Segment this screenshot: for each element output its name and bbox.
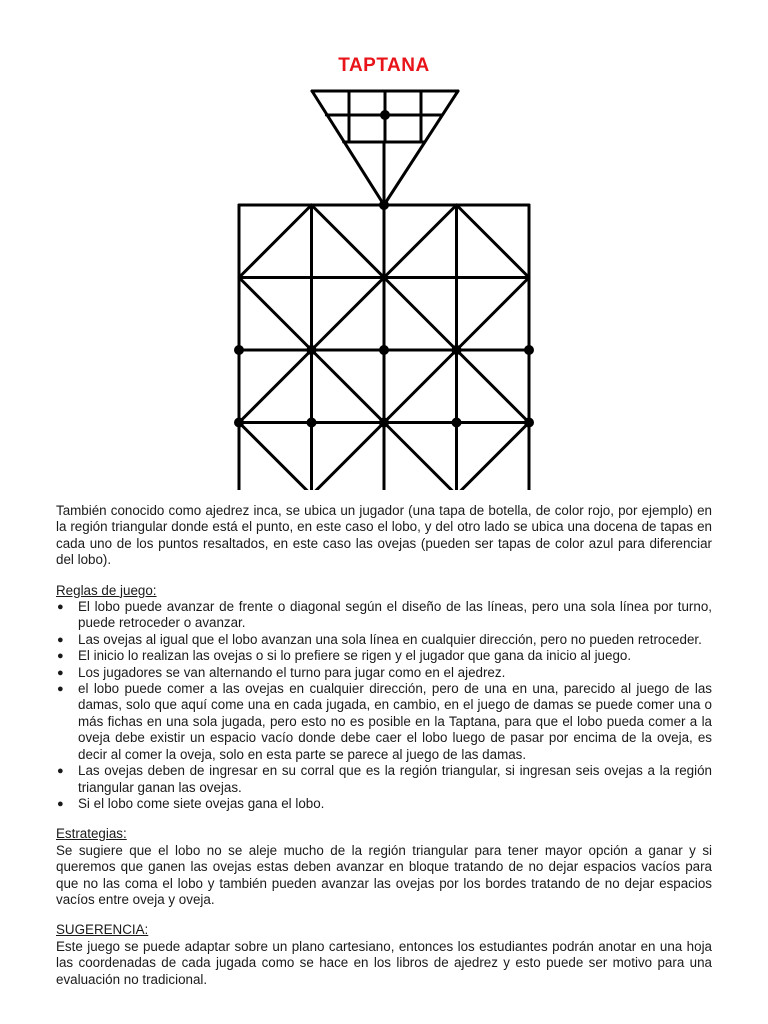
grid-diagonal-line — [312, 205, 385, 278]
strategies-heading: Estrategias: — [56, 826, 127, 842]
grid-diagonal-line — [457, 423, 530, 491]
bullet-icon: ● — [57, 601, 64, 614]
grid-diagonal-line — [239, 350, 312, 423]
sheep-start-dot — [234, 345, 244, 355]
grid-diagonal-line — [239, 423, 312, 491]
grid-diagonal-line — [457, 350, 530, 423]
strategies-paragraph: Se sugiere que el lobo no se aleje mucho de la región triangular para tener mayor opción a ganar y si queremos que ganen las ovejas estas deben avanzar en bloque tratando de no dejar espacios vacíos para que no las coma el lobo y también pueden avanzar las ovejas por los bordes tratando de no dejar espacios vacíos entre oveja y oveja. — [56, 842, 712, 907]
rules-list — [56, 599, 712, 812]
sheep-start-dot — [452, 345, 462, 355]
sheep-start-dot — [307, 418, 317, 428]
list-item: ● El inicio lo realizan las ovejas o si lo prefiere se rigen y el jugador que gana da inicio al juego. — [57, 648, 632, 664]
list-item: ● Las ovejas al igual que el lobo avanzan una sola línea en cualquier dirección, pero no pueden retroceder. — [57, 631, 702, 647]
taptana-board-diagram — [225, 85, 545, 490]
document-body — [56, 503, 712, 988]
bullet-icon: ● — [57, 765, 64, 778]
bullet-icon: ● — [57, 650, 64, 663]
list-item: ● Si el lobo come siete ovejas gana el lobo. — [57, 795, 325, 811]
rules-heading: Reglas de juego: — [56, 582, 157, 598]
suggestion-section — [56, 922, 712, 988]
grid-diagonal-line — [384, 350, 457, 423]
page-title: TAPTANA — [338, 55, 430, 76]
list-item: ● Las ovejas deben de ingresar en su corral que es la región triangular, si ingresan seis ovejas a la región triangular ganan las ovejas. — [57, 763, 712, 795]
grid-diagonal-line — [239, 278, 312, 351]
bullet-icon: ● — [57, 633, 64, 646]
bullet-icon: ● — [57, 797, 64, 810]
grid-diagonal-line — [239, 205, 312, 278]
apex-dot — [379, 200, 389, 210]
grid-diagonal-line — [312, 350, 385, 423]
sheep-start-dot — [524, 418, 534, 428]
grid-diagonal-line — [457, 205, 530, 278]
list-item: ● el lobo puede comer a las ovejas en cualquier dirección, pero de una en una, parecido al juego de las damas, solo que aquí come una en cada jugada, en cambio, en el juego de damas se puede comer una o más fichas en una sola jugada, pero esto no es posible en la Taptana, para que el lobo pueda comer a la oveja debe existir un espacio vacío donde debe caer el lobo luego de pasar por encima de la oveja, es decir al comer la oveja, solo en esta parte se parece al juego de las damas. — [57, 681, 712, 762]
grid-diagonal-line — [384, 278, 457, 351]
sheep-start-dot — [379, 345, 389, 355]
bullet-icon: ● — [57, 683, 64, 696]
wolf-start-dot — [380, 110, 390, 120]
list-item: ● Los jugadores se van alternando el turno para jugar como en el ajedrez. — [57, 664, 506, 680]
list-item: ● El lobo puede avanzar de frente o diagonal según el diseño de las líneas, pero una sola línea por turno, puede retroceder o avanzar. — [57, 599, 712, 631]
grid-diagonal-line — [312, 278, 385, 351]
bullet-icon: ● — [57, 666, 64, 679]
sheep-start-dot — [524, 345, 534, 355]
suggestion-paragraph: Este juego se puede adaptar sobre un plano cartesiano, entonces los estudiantes podrán anotar en una hoja las coordenadas de cada jugada como se hace en los libros de ajedrez y esto puede ser motivo para una evaluación no tradicional. — [56, 938, 712, 987]
intro-paragraph: También conocido como ajedrez inca, se ubica un jugador (una tapa de botella, de color rojo, por ejemplo) en la región triangular donde está el punto, en este caso el lobo, y del otro lado se ubica una docena de tapas en cada uno de los puntos resaltados, en este caso las ovejas (pueden ser tapas de color azul para diferenciar del lobo). — [56, 503, 712, 568]
strategies-section — [56, 826, 712, 908]
sheep-start-dot — [452, 418, 462, 428]
grid-diagonal-line — [384, 423, 457, 491]
grid-diagonal-line — [384, 205, 457, 278]
grid-diagonal-line — [312, 423, 385, 491]
sheep-start-dot — [307, 345, 317, 355]
suggestion-heading: SUGERENCIA: — [56, 922, 149, 938]
grid-diagonal-line — [457, 278, 530, 351]
sheep-start-dot — [379, 418, 389, 428]
sheep-start-dot — [234, 418, 244, 428]
rules-section — [56, 583, 712, 813]
